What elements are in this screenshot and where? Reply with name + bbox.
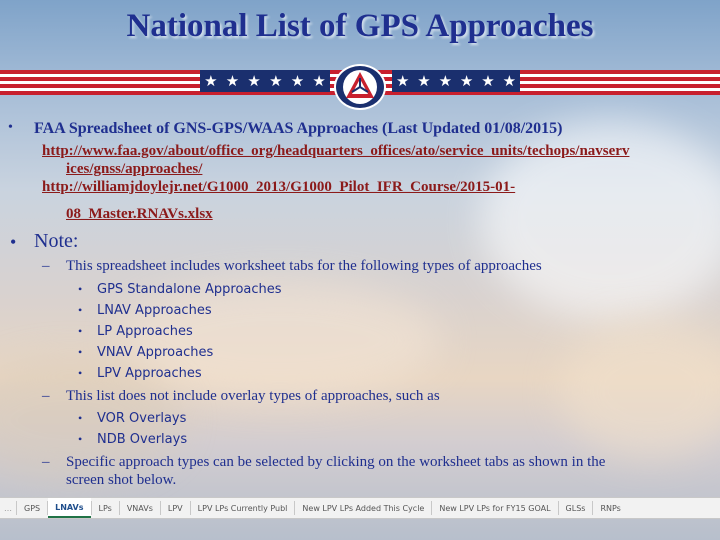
worksheet-tab-bar	[0, 497, 720, 519]
dash-bullet: –	[42, 454, 50, 470]
sub-bullet: •	[78, 411, 83, 425]
sub-bullet: •	[78, 324, 83, 338]
tab-rnps[interactable]: RNPs	[600, 503, 621, 513]
tab-new-lpv-lps-fy15-goal[interactable]: New LPV LPs for FY15 GOAL	[439, 503, 551, 513]
tab-lpv-lps-currently-published[interactable]: LPV LPs Currently Publ	[197, 503, 288, 513]
sub-bullet: •	[78, 303, 83, 317]
dash-bullet: –	[42, 388, 50, 404]
bullet: •	[8, 120, 13, 135]
sub-bullet: •	[78, 366, 83, 380]
tab-scroll-ellipsis[interactable]: …	[4, 503, 12, 513]
note-item-worksheet-tabs: This spreadsheet includes worksheet tabs for the following types of approaches	[66, 258, 542, 274]
master-rnavs-link-cont[interactable]: 08_Master.RNAVs.xlsx	[66, 206, 213, 222]
star-icon: ★	[290, 72, 305, 90]
star-icon: ★	[481, 72, 495, 90]
note-label: Note:	[34, 230, 79, 252]
note-item-select-tabs-cont: screen shot below.	[66, 472, 177, 488]
bullet: •	[10, 232, 17, 252]
note-item-select-tabs: Specific approach types can be selected by clicking on the worksheet tabs as shown in the	[66, 454, 606, 470]
star-icon: ★	[312, 72, 326, 90]
sub-bullet: •	[78, 282, 83, 296]
note-item-overlays: This list does not include overlay types of approaches, such as	[66, 388, 440, 404]
star-icon: ★	[247, 72, 261, 90]
tab-lnavs[interactable]: LNAVs	[48, 498, 90, 518]
approach-type-item: LP Approaches	[97, 324, 193, 339]
tab-new-lpv-lps-this-cycle[interactable]: New LPV LPs Added This Cycle	[302, 503, 425, 513]
dash-bullet: –	[42, 258, 50, 274]
star-icon: ★	[502, 72, 517, 90]
sub-bullet: •	[78, 345, 83, 359]
star-icon: ★	[395, 72, 410, 90]
star-icon: ★	[459, 72, 474, 90]
faa-approaches-link-cont[interactable]: ices/gnss/approaches/	[66, 161, 203, 177]
tab-lpv[interactable]: LPV	[167, 503, 183, 513]
star-icon: ★	[269, 72, 283, 90]
tab-gps[interactable]: GPS	[24, 503, 41, 513]
overlay-type-item: VOR Overlays	[97, 411, 187, 426]
overlay-type-item: NDB Overlays	[97, 432, 188, 447]
tab-vnavs[interactable]: VNAVs	[126, 503, 153, 513]
star-icon: ★	[204, 72, 218, 90]
star-icon: ★	[417, 72, 431, 90]
tab-lps[interactable]: LPs	[98, 503, 112, 513]
approach-type-item: LNAV Approaches	[97, 303, 212, 318]
sub-bullet: •	[78, 432, 83, 446]
star-icon: ★	[438, 72, 453, 90]
faa-spreadsheet-heading: FAA Spreadsheet of GNS-GPS/WAAS Approaches (Last Updated 01/08/2015)	[34, 120, 563, 137]
faa-approaches-link[interactable]: http://www.faa.gov/about/office_org/headquarters_offices/ato/service_units/techops/navserv	[42, 143, 630, 159]
approach-type-item: GPS Standalone Approaches	[97, 282, 282, 297]
approach-type-item: LPV Approaches	[97, 366, 202, 381]
star-icon: ★	[225, 72, 240, 90]
master-rnavs-link[interactable]: http://williamjdoylejr.net/G1000_2013/G1000_Pilot_IFR_Course/2015-01-	[42, 179, 516, 195]
slide-title: National List of GPS Approaches	[126, 8, 594, 44]
tab-glss[interactable]: GLSs	[565, 503, 586, 513]
approach-type-item: VNAV Approaches	[97, 345, 214, 360]
